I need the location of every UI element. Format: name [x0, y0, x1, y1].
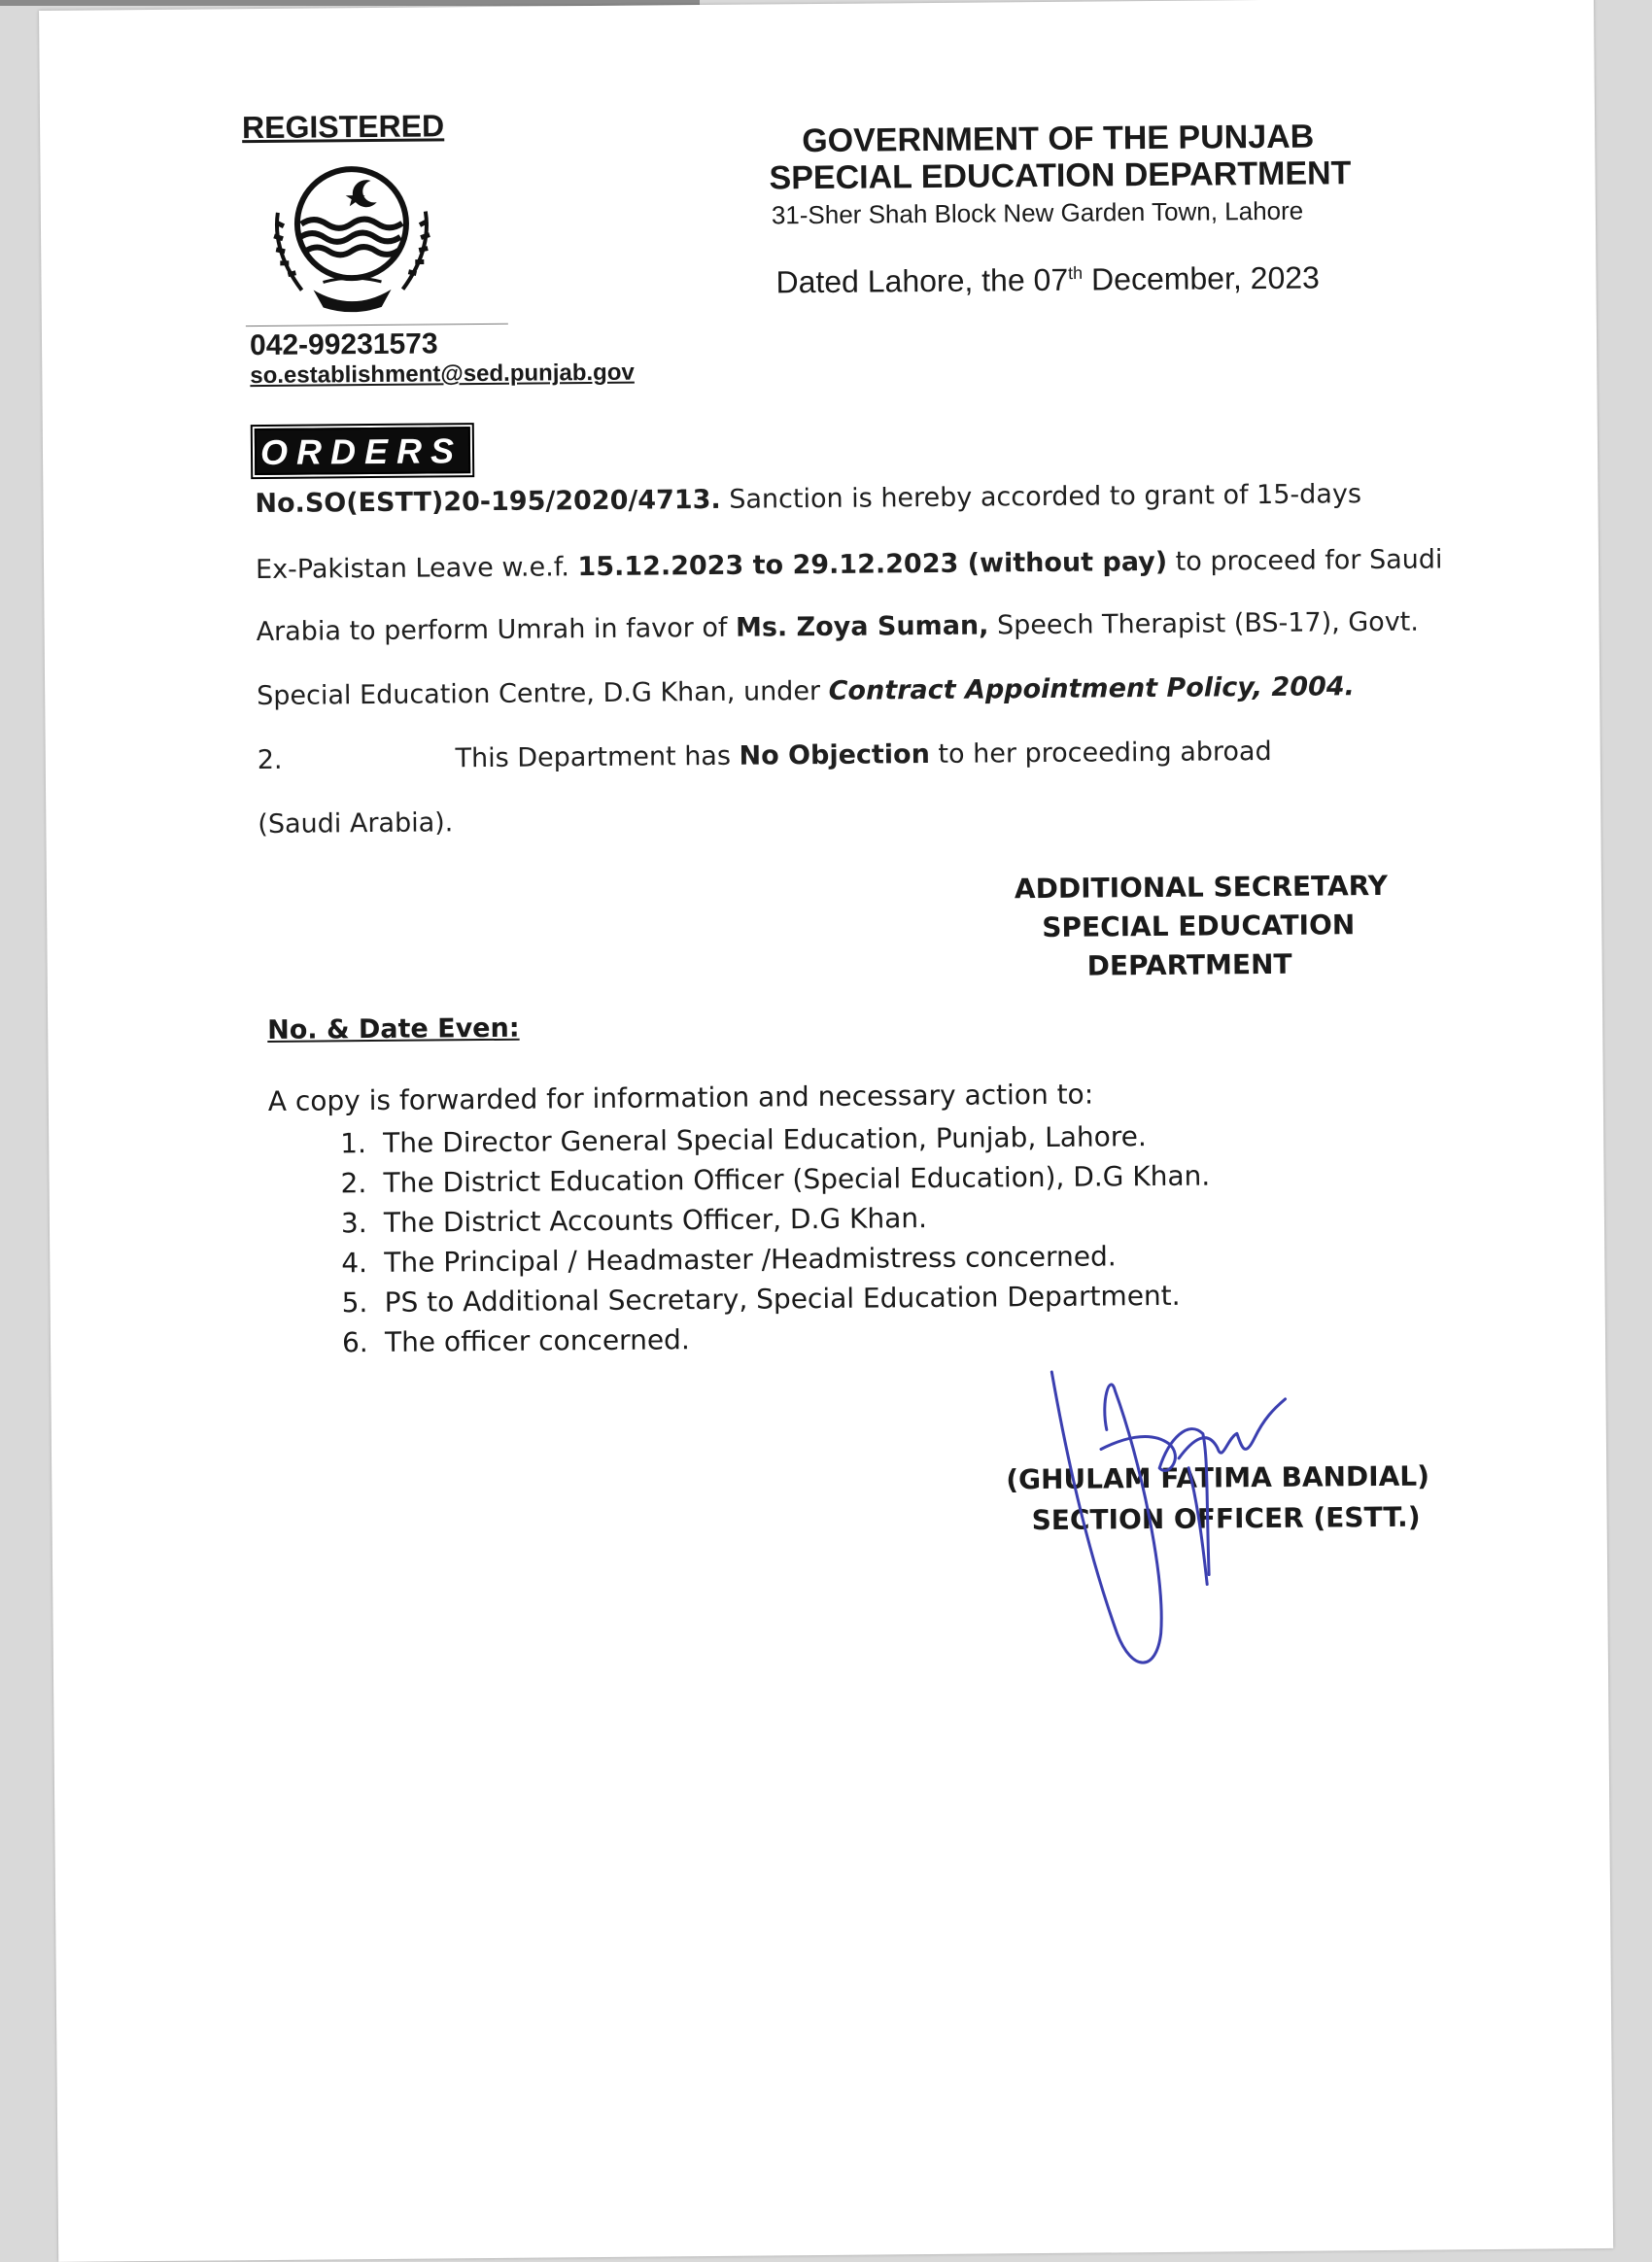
order-line-1: No.SO(ESTT)20-195/2020/4713. Sanction is hereby accorded to grant of 15-days [255, 479, 1362, 520]
recipient-list [340, 1120, 1212, 1367]
list-item: 4. The Principal / Headmaster /Headmistress concerned. [341, 1240, 1117, 1280]
list-item: 5. PS to Additional Secretary, Special Education Department. [341, 1279, 1181, 1320]
officer-name: (GHULAM FATIMA BANDIAL) [1006, 1459, 1430, 1496]
department-address: 31-Sher Shah Block New Garden Town, Lahore [771, 195, 1304, 230]
list-item: 1. The Director General Special Education, Punjab, Lahore. [340, 1120, 1147, 1160]
list-item: 3. The District Accounts Officer, D.G Khan. [340, 1202, 928, 1240]
email-link[interactable]: so.establishment@sed.punjab.gov [250, 359, 635, 390]
orders-heading: ORDERS [255, 427, 470, 475]
order-para-2: 2. This Department has No Objection to her proceeding abroad [257, 736, 1272, 776]
officer-designation: SECTION OFFICER (ESTT.) [1031, 1500, 1421, 1537]
copy-heading: No. & Date Even: [267, 1012, 520, 1045]
letterhead-divider [246, 324, 508, 326]
department-title: SPECIAL EDUCATION DEPARTMENT [769, 154, 1352, 197]
order-line-3: Arabia to perform Umrah in favor of Ms. Zoya Suman, Speech Therapist (BS-17), Govt. [256, 606, 1420, 648]
registered-label: REGISTERED [241, 108, 445, 146]
document-page [39, 0, 1613, 2262]
order-ref-number: No.SO(ESTT)20-195/2020/4713. [255, 484, 721, 520]
order-line-2: Ex-Pakistan Leave w.e.f. 15.12.2023 to 29.12.2023 (without pay) to proceed for Saudi [255, 544, 1443, 586]
punjab-emblem-icon [254, 153, 449, 320]
list-item: 2. The District Education Officer (Special Education), D.G Khan. [340, 1159, 1211, 1200]
order-line-4: Special Education Centre, D.G Khan, under Contract Appointment Policy, 2004. [257, 671, 1356, 712]
date-line: Dated Lahore, the 07th December, 2023 [775, 259, 1321, 300]
signatory-title-line-3: DEPARTMENT [1086, 947, 1292, 982]
list-item: 6. The officer concerned. [341, 1323, 690, 1359]
handwritten-signature-icon [1022, 1341, 1317, 1694]
signatory-title-line-1: ADDITIONAL SECRETARY [1014, 869, 1389, 906]
signatory-title-line-2: SPECIAL EDUCATION [1042, 908, 1356, 944]
phone-number: 042-99231573 [249, 327, 438, 362]
government-title: GOVERNMENT OF THE PUNJAB [802, 118, 1315, 160]
order-para-2-line-2: (Saudi Arabia). [258, 807, 454, 840]
copy-intro: A copy is forwarded for information and necessary action to: [267, 1078, 1094, 1117]
